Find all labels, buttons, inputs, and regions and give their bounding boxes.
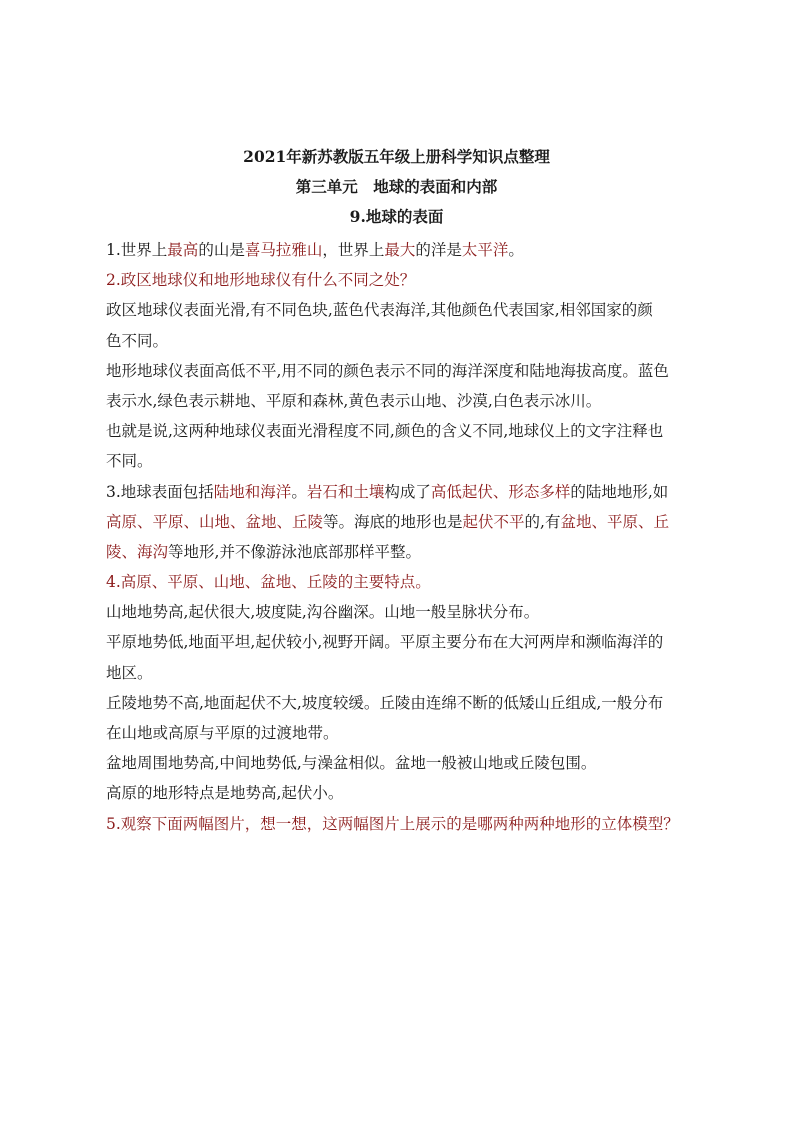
text-line xyxy=(106,567,706,597)
text-line xyxy=(106,295,706,325)
body-text: 色不同。 xyxy=(106,331,169,350)
text-line xyxy=(106,658,706,688)
text-line xyxy=(106,748,706,778)
lesson-heading: 9.地球的表面 xyxy=(349,207,444,226)
text-line xyxy=(106,356,706,386)
body-text: 丘陵地势不高,地面起伏不大,坡度较缓。丘陵由连绵不断的低矮山丘组成,一般分布 xyxy=(106,693,664,712)
body-text: 。 xyxy=(508,241,524,259)
body-text: 平原地势低,地面平坦,起伏较小,视野开阔。平原主要分布在大河两岸和濒临海洋的 xyxy=(106,633,664,652)
text-line xyxy=(106,235,706,265)
text-line xyxy=(106,386,706,416)
body-text: 1.世界上 xyxy=(106,241,168,259)
text-line xyxy=(106,446,706,476)
text-line xyxy=(106,326,706,356)
body-text: 表示水,绿色表示耕地、平原和森林,黄色表示山地、沙漠,白色表示冰川。 xyxy=(106,391,602,410)
text-line xyxy=(106,265,706,295)
highlighted-text: 高原、平原、山地、盆地、丘陵 xyxy=(106,512,324,531)
text-line xyxy=(106,718,706,748)
document-title: 2021年新苏教版五年级上册科学知识点整理 xyxy=(243,147,550,166)
body-text: 等地形,并不像游泳池底部那样平整。 xyxy=(168,542,421,561)
body-text: 也就是说,这两种地球仪表面光滑程度不同,颜色的含义不同,地球仪上的文字注释也 xyxy=(106,422,664,441)
body-text: 地形地球仪表面高低不平,用不同的颜色表示不同的海洋深度和陆地海拔高度。蓝色 xyxy=(106,361,669,380)
highlighted-text: 盆地、平原、丘 xyxy=(560,512,669,531)
body-text: 构成了 xyxy=(384,482,431,501)
body-text: 在山地或高原与平原的过渡地带。 xyxy=(106,724,339,742)
highlighted-text: 陆地和海洋 xyxy=(213,482,292,501)
unit-heading: 第三单元 地球的表面和内部 xyxy=(295,177,498,196)
body-text: 地区。 xyxy=(106,663,153,682)
highlighted-text: 最高 xyxy=(167,241,199,259)
text-line xyxy=(106,778,706,808)
highlighted-text: 岩石和土壤 xyxy=(306,482,385,501)
body-text: 政区地球仪表面光滑,有不同色块,蓝色代表海洋,其他颜色代表国家,相邻国家的颜 xyxy=(106,301,653,320)
body-text: 的,有 xyxy=(524,512,561,531)
title-block xyxy=(0,142,793,232)
text-line xyxy=(106,537,706,567)
text-line xyxy=(106,688,706,718)
body-text: 高原的地形特点是地势高,起伏小。 xyxy=(106,784,344,803)
highlighted-text: 陵、海沟 xyxy=(106,542,169,561)
body-text: 的山是 xyxy=(198,241,245,259)
body-text: 的陆地地形,如 xyxy=(570,482,669,501)
highlighted-text: 太平洋 xyxy=(461,241,509,259)
text-line xyxy=(106,416,706,446)
highlighted-text: 5.观察下面两幅图片，想一想，这两幅图片上展示的是哪两种两种地形的立体模型？ xyxy=(106,814,679,833)
body-text: 不同。 xyxy=(106,452,153,471)
body-text: 等。海底的地形也是 xyxy=(323,512,463,531)
text-line xyxy=(106,627,706,657)
body-text: 的洋是 xyxy=(415,241,462,259)
text-line xyxy=(106,507,706,537)
highlighted-text: 喜马拉雅山 xyxy=(244,241,323,259)
highlighted-text: 起伏不平 xyxy=(462,512,525,531)
highlighted-text: 最大 xyxy=(384,241,416,259)
text-line xyxy=(106,809,706,839)
highlighted-text: 4.高原、平原、山地、盆地、丘陵的主要特点。 xyxy=(106,573,431,592)
body-text: 。 xyxy=(291,482,307,501)
body-text: 3.地球表面包括 xyxy=(106,482,214,501)
body-text: ，世界上 xyxy=(322,241,385,259)
text-line xyxy=(106,597,706,627)
body-text: 盆地周围地势高,中间地势低,与澡盆相似。盆地一般被山地或丘陵包围。 xyxy=(106,754,597,773)
highlighted-text: 2.政区地球仪和地形地球仪有什么不同之处？ xyxy=(106,271,416,290)
document-body xyxy=(106,235,706,839)
body-text: 山地地势高,起伏很大,坡度陡,沟谷幽深。山地一般呈脉状分布。 xyxy=(106,603,540,622)
highlighted-text: 高低起伏、形态多样 xyxy=(430,482,571,501)
text-line xyxy=(106,477,706,507)
